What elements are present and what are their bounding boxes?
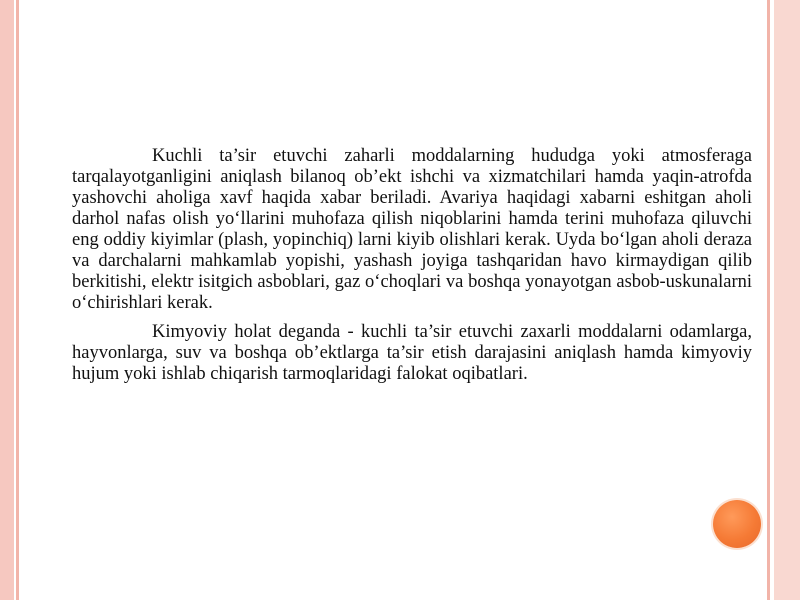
paragraph-2: Kimyoviy holat deganda - kuchli ta’sir etuvchi zaxarli moddalarni odamlarga, hayvonlarga, suv va boshqa ob’ektlarga ta’sir etish darajasini aniqlash hamda kimyoviy hujum yoki ishlab chiqarish tarmoqlaridagi falokat oqibatlari. bbox=[72, 322, 752, 384]
right-border-decoration bbox=[774, 0, 800, 600]
right-border-line bbox=[767, 0, 770, 600]
paragraph-1: Kuchli ta’sir etuvchi zaharli moddalarning hududga yoki atmosferaga tarqalayotganligini aniqlash bilanoq ob’ekt ishchi va xizmatchilari hamda yaqin-atrofda yashovchi aholiga xavf haqida xabar beriladi. Avariya haqidagi xabarni eshitgan aholi darhol nafas olish yo‘llarini muhofaza qilish niqoblarini hamda terini muhofaza qiluvchi eng oddiy kiyimlar (plash, yopinchiq) larni kiyib olishlari kerak. Uyda bo‘lgan aholi deraza va darchalarni mahkamlab yopishi, yashash joyiga tashqaridan havo kirmaydigan qilib berkitishi, elektr isitgich asboblari, gaz o‘choqlari va boshqa yonayotgan asbob-uskunalarni o‘chirishlari kerak. bbox=[72, 146, 752, 313]
left-border-decoration bbox=[0, 0, 14, 600]
left-border-line bbox=[16, 0, 19, 600]
slide-body-text bbox=[72, 146, 752, 393]
orange-circle-decoration bbox=[713, 500, 761, 548]
